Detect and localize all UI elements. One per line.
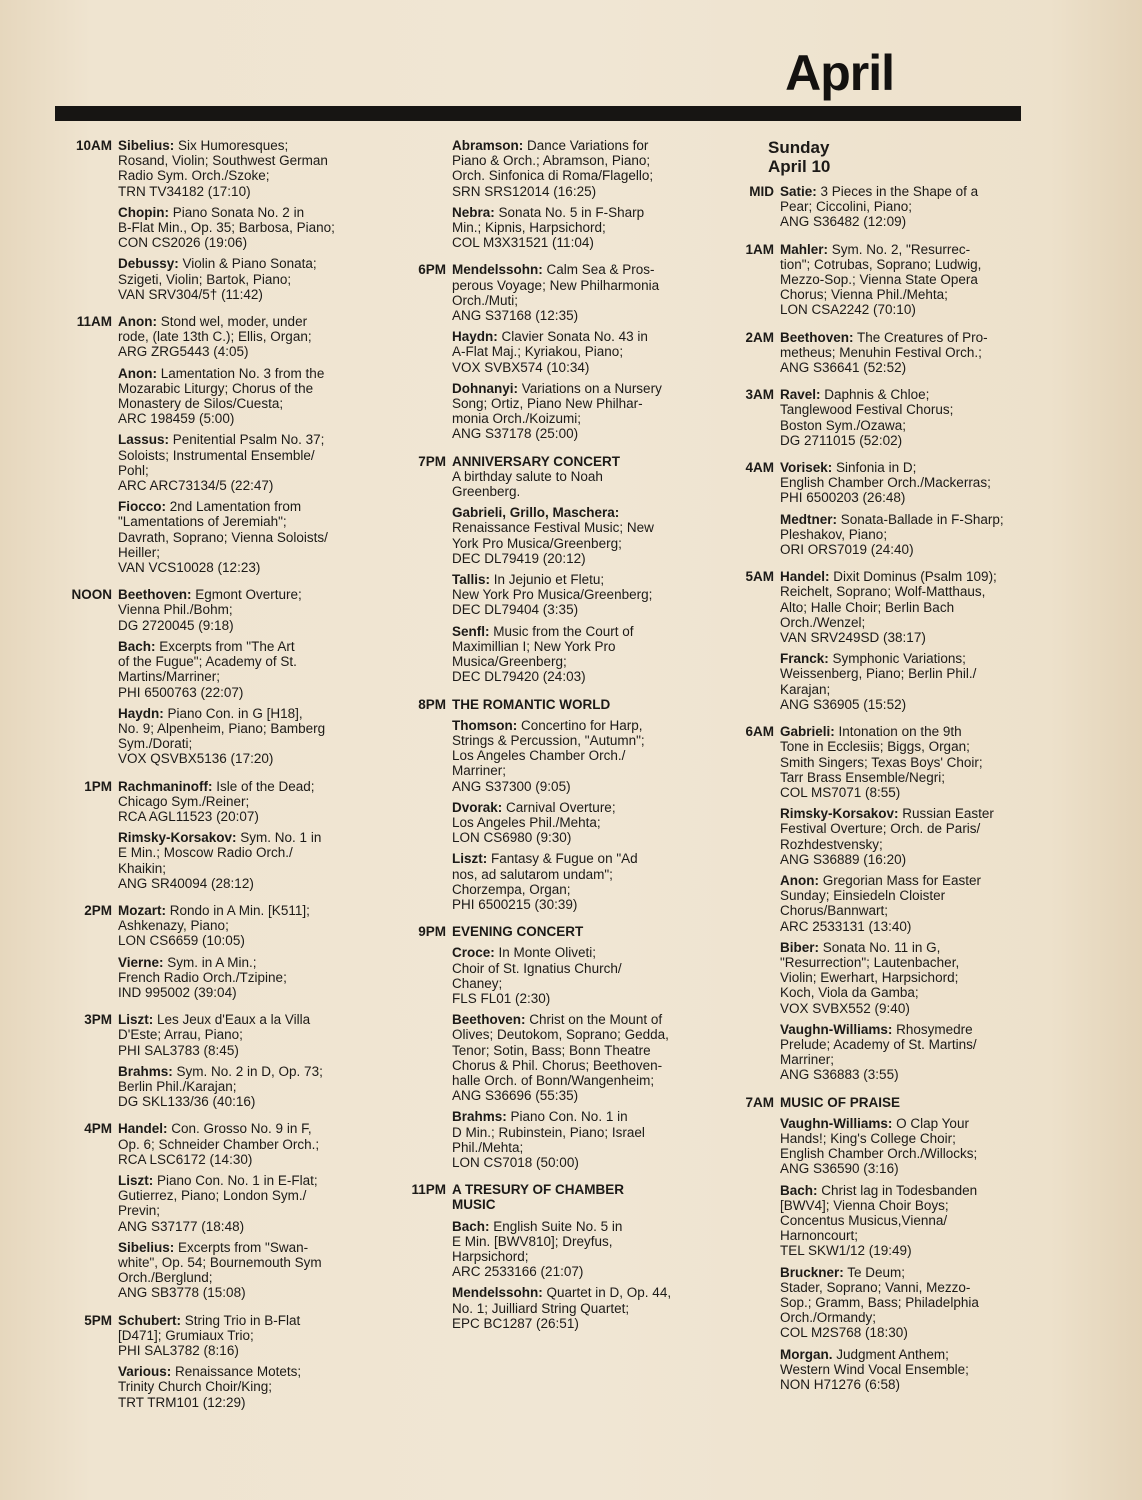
- listing-details: Dance Variations for Piano & Orch.; Abramson, Piano; Orch. Sinfonica di Roma/Flagello; SRN SRS12014 (16:25): [452, 138, 654, 199]
- listing-entry: [118, 1121, 358, 1167]
- slot-entries: [780, 387, 1020, 454]
- listing-entry: [452, 1219, 692, 1280]
- listing-details: Judgment Anthem; Western Wind Vocal Ensemble; NON H71276 (6:58): [780, 1346, 969, 1393]
- composer-name: Nebra:: [452, 204, 495, 220]
- listing-details: 3 Pieces in the Shape of a Pear; Ciccolini, Piano; ANG S36482 (12:09): [780, 184, 979, 230]
- listing-details: Sonata No. 11 in G, "Resurrection"; Lautenbacher, Violin; Ewerhart, Harpsichord; Koch, Viola da Gamba; VOX SVBX552 (9:40): [780, 939, 960, 1016]
- slot-entries: [452, 138, 692, 256]
- composer-name: Beethoven:: [452, 1012, 526, 1028]
- composer-name: Liszt:: [118, 1012, 154, 1028]
- composer-name: Medtner:: [780, 511, 837, 527]
- listing-entry: [118, 1173, 358, 1234]
- time-slot: [58, 314, 358, 581]
- listing-details: Intonation on the 9th Tone in Ecclesiis; Biggs, Organ; Smith Singers; Texas Boys' Choir; Tarr Brass Ensemble/Negri; COL MS7071 (8:55): [780, 724, 983, 800]
- slot-entries: [118, 1313, 358, 1416]
- time-slot: [392, 454, 692, 691]
- slot-time: 2PM: [84, 902, 112, 918]
- slot-time: 2AM: [745, 329, 774, 345]
- program-description: A birthday salute to Noah Greenberg.: [452, 468, 603, 500]
- listing-entry: [118, 205, 358, 251]
- listing-entry: [118, 955, 358, 1001]
- listing-details: String Trio in B-Flat [D471]; Grumiaux Trio; PHI SAL3782 (8:16): [118, 1312, 301, 1359]
- listing-entry: [118, 1240, 358, 1301]
- composer-name: Haydn:: [452, 329, 498, 345]
- composer-name: Mendelssohn:: [452, 1285, 543, 1301]
- listing-entry: [118, 432, 358, 493]
- listing-details: Lamentation No. 3 from the Mozarabic Liturgy; Chorus of the Monastery de Silos/Cuesta; ARC 198459 (5:00): [118, 365, 325, 427]
- composer-name: Various:: [118, 1364, 172, 1380]
- slot-entries: [780, 1095, 1020, 1399]
- listing-entry: [452, 800, 692, 846]
- listing-details: Piano Sonata No. 2 in B-Flat Min., Op. 35; Barbosa, Piano; CON CS2026 (19:06): [118, 204, 335, 251]
- listing-entry: [118, 830, 358, 891]
- composer-name: Tallis:: [452, 572, 491, 588]
- composer-name: Lassus:: [118, 432, 170, 448]
- composer-name: Thomson:: [452, 717, 518, 733]
- listing-entry: [780, 184, 1020, 230]
- listing-details: Concertino for Harp, Strings & Percussion, "Autumn"; Los Angeles Chamber Orch./ Marriner; ANG S37300 (9:05): [452, 717, 645, 794]
- slot-entries: [118, 138, 358, 308]
- composer-name: Handel:: [118, 1121, 168, 1137]
- composer-name: Sibelius:: [118, 138, 175, 153]
- composer-name: Dohnanyi:: [452, 380, 518, 396]
- listing-details: 2nd Lamentation from "Lamentations of Jeremiah"; Davrath, Soprano; Vienna Soloists/ Heiller; VAN VCS10028 (12:23): [118, 499, 328, 576]
- composer-name: Debussy:: [118, 256, 179, 272]
- listing-details: English Suite No. 5 in E Min. [BWV810]; Dreyfus, Harpsichord; ARC 2533166 (21:07): [452, 1218, 623, 1280]
- slot-entries: [780, 330, 1020, 382]
- composer-name: Gabrieli, Grillo, Maschera:: [452, 505, 620, 521]
- listing-details: Sym. in A Min.; French Radio Orch./Tzipine; IND 995002 (39:04): [118, 954, 287, 1000]
- time-slot: [720, 724, 1020, 1088]
- program-title: A TRESURY OF CHAMBER MUSIC: [452, 1182, 625, 1213]
- listing-entry: [118, 1064, 358, 1110]
- listing-entry: [780, 1265, 1020, 1341]
- listing-details: O Clap Your Hands!; King's College Choir; English Chamber Orch./Willocks; ANG S36590 (3:16): [780, 1115, 978, 1177]
- listing-details: Egmont Overture; Vienna Phil./Bohm; DG 2720045 (9:18): [118, 587, 302, 633]
- composer-name: Gabrieli:: [780, 724, 835, 740]
- composer-name: Mozart:: [118, 902, 166, 918]
- time-slot: [392, 697, 692, 919]
- listing-entry: [780, 806, 1020, 867]
- slot-time: 4PM: [84, 1121, 112, 1137]
- time-slot: [720, 242, 1020, 324]
- slot-entries: [452, 697, 692, 919]
- listing-entry: [452, 718, 692, 794]
- program-title: EVENING CONCERT: [452, 924, 584, 940]
- listing-details: Gregorian Mass for Easter Sunday; Einsiedeln Cloister Chorus/Bannwart; ARC 2533131 (13:40): [780, 872, 982, 934]
- time-slot: [720, 569, 1020, 718]
- listing-details: Excerpts from "The Art of the Fugue"; Academy of St. Martins/Marriner; PHI 6500763 (22:07): [118, 638, 297, 700]
- slot-entries: [452, 1182, 692, 1337]
- slot-time: 1PM: [84, 778, 112, 794]
- slot-time: 3AM: [745, 387, 774, 403]
- listing-entry: [780, 330, 1020, 376]
- composer-name: Rimsky-Korsakov:: [118, 830, 237, 846]
- time-slot: [58, 1313, 358, 1416]
- listing-details: In Monte Oliveti; Choir of St. Ignatius Church/ Chaney; FLS FL01 (2:30): [452, 945, 622, 1006]
- time-slot: [720, 460, 1020, 563]
- listing-entry: [452, 329, 692, 375]
- listing-details: Penitential Psalm No. 37; Soloists; Instrumental Ensemble/ Pohl; ARC ARC73134/5 (22:47): [118, 432, 325, 494]
- time-slot: [392, 138, 692, 256]
- listing-details: Rondo in A Min. [K511]; Ashkenazy, Piano; LON CS6659 (10:05): [118, 902, 310, 949]
- listing-details: Variations on a Nursery Song; Ortiz, Piano New Philhar- monia Orch./Koizumi; ANG S37178 (25:00): [452, 380, 662, 442]
- listing-entry: [118, 1313, 358, 1359]
- month-title: April: [785, 45, 894, 101]
- listing-entry: [118, 314, 358, 360]
- slot-entries: [118, 314, 358, 581]
- slot-entries: [118, 903, 358, 1006]
- listing-entry: [452, 1012, 692, 1103]
- listing-entry: [780, 940, 1020, 1016]
- slot-time: 4AM: [745, 460, 774, 476]
- listing-details: Sonata-Ballade in F-Sharp; Pleshakov, Piano; ORI ORS7019 (24:40): [780, 511, 1004, 558]
- composer-name: Rachmaninoff:: [118, 778, 213, 794]
- listing-details: Six Humoresques; Rosand, Violin; Southwest German Radio Sym. Orch./Szoke; TRN TV34182 (17:10): [118, 138, 328, 199]
- listing-entry: [118, 1012, 358, 1058]
- listing-details: Sym. No. 2, "Resurrec- tion"; Cotrubas, Soprano; Ludwig, Mezzo-Sop.; Vienna State Opera Chorus; Vienna Phil./Mehta; LON CSA2242 (70:10): [780, 241, 982, 318]
- listing-entry: [452, 1109, 692, 1170]
- program-title: MUSIC OF PRAISE: [780, 1094, 901, 1110]
- composer-name: Senfl:: [452, 623, 490, 639]
- listing-entry: [780, 387, 1020, 448]
- slot-time: 10AM: [75, 138, 112, 153]
- listing-entry: [780, 460, 1020, 506]
- slot-entries: [780, 242, 1020, 324]
- composer-name: Croce:: [452, 945, 495, 961]
- listing-details: Stond wel, moder, under rode, (late 13th C.); Ellis, Organ; ARG ZRG5443 (4:05): [118, 314, 312, 360]
- slot-entries: [780, 460, 1020, 563]
- listing-entry: [118, 779, 358, 825]
- listing-details: Sym. No. 1 in E Min.; Moscow Radio Orch./ Khaikin; ANG SR40094 (28:12): [118, 830, 322, 891]
- composer-name: Brahms:: [118, 1063, 173, 1079]
- composer-name: Vaughn-Williams:: [780, 1021, 893, 1037]
- composer-name: Haydn:: [118, 705, 164, 721]
- listing-entry: [780, 1183, 1020, 1259]
- listing-entry: [452, 205, 692, 251]
- composer-name: Ravel:: [780, 387, 821, 403]
- slot-time: 7AM: [745, 1094, 774, 1110]
- listing-details: Clavier Sonata No. 43 in A-Flat Maj.; Kyriakou, Piano; VOX SVBX574 (10:34): [452, 329, 648, 375]
- listing-details: Piano Con. No. 1 in E-Flat; Gutierrez, Piano; London Sym./ Previn; ANG S37177 (18:48): [118, 1172, 318, 1234]
- time-slot: [392, 1182, 692, 1337]
- composer-name: Dvorak:: [452, 799, 503, 815]
- listing-entry: [118, 639, 358, 700]
- listing-entry: [452, 505, 692, 566]
- slot-entries: [780, 724, 1020, 1088]
- composer-name: Mahler:: [780, 241, 829, 257]
- composer-name: Chopin:: [118, 204, 169, 220]
- listing-details: Piano Con. in G [H18], No. 9; Alpenheim, Piano; Bamberg Sym./Dorati; VOX QSVBX5136 (17:20): [118, 705, 326, 767]
- slot-entries: [780, 569, 1020, 718]
- slot-entries: [118, 779, 358, 897]
- composer-name: Fiocco:: [118, 499, 167, 515]
- listing-details: Violin & Piano Sonata; Szigeti, Violin; Bartok, Piano; VAN SRV304/5† (11:42): [118, 256, 317, 302]
- listing-entry: [452, 262, 692, 323]
- listing-details: Dixit Dominus (Psalm 109); Reichelt, Soprano; Wolf-Matthaus, Alto; Halle Choir; Berlin Bach Orch./Wenzel; VAN SRV249SD (38:17): [780, 569, 997, 646]
- time-slot: [58, 138, 358, 308]
- listing-details: Quartet in D, Op. 44, No. 1; Juilliard String Quartet; EPC BC1287 (26:51): [452, 1285, 672, 1331]
- slot-time: MID: [749, 184, 774, 199]
- slot-entries: [118, 1121, 358, 1306]
- slot-time: 5PM: [84, 1312, 112, 1328]
- listing-entry: [780, 1347, 1020, 1393]
- listing-details: In Jejunio et Fletu; New York Pro Musica/Greenberg; DEC DL79404 (3:35): [452, 572, 653, 618]
- listing-details: Russian Easter Festival Overture; Orch. de Paris/ Rozhdestvensky; ANG S36889 (16:20): [780, 806, 994, 867]
- listing-entry: [452, 945, 692, 1006]
- time-slot: [720, 1095, 1020, 1399]
- listing-details: Music from the Court of Maximillian I; New York Pro Musica/Greenberg; DEC DL79420 (24:03): [452, 623, 634, 685]
- listing-entry: [118, 366, 358, 427]
- listing-details: Renaissance Motets; Trinity Church Choir/King; TRT TRM101 (12:29): [118, 1364, 302, 1410]
- listing-details: Carnival Overture; Los Angeles Phil./Mehta; LON CS6980 (9:30): [452, 799, 616, 846]
- listing-entry: [452, 851, 692, 912]
- listing-entry: [780, 651, 1020, 712]
- listing-details: Renaissance Festival Music; New York Pro Musica/Greenberg; DEC DL79419 (20:12): [452, 520, 654, 566]
- composer-name: Biber:: [780, 939, 820, 955]
- listing-entry: [118, 256, 358, 302]
- listing-entry: [118, 903, 358, 949]
- listing-details: Fantasy & Fugue on "Ad nos, ad salutarom undam"; Chorzempa, Organ; PHI 6500215 (30:39): [452, 851, 638, 912]
- slot-entries: [780, 184, 1020, 236]
- time-slot: [720, 184, 1020, 236]
- composer-name: Vaughn-Williams:: [780, 1115, 893, 1131]
- slot-entries: [452, 924, 692, 1176]
- composer-name: Anon:: [118, 314, 157, 330]
- listing-entry: [780, 724, 1020, 800]
- slot-entries: [118, 587, 358, 772]
- listing-details: Sonata No. 5 in F-Sharp Min.; Kipnis, Harpsichord; COL M3X31521 (11:04): [452, 204, 645, 251]
- listing-entry: [118, 706, 358, 767]
- composer-name: Bach:: [118, 638, 156, 654]
- header-rule: [55, 106, 1021, 121]
- listing-entry: [118, 587, 358, 633]
- program-title: THE ROMANTIC WORLD: [452, 696, 611, 712]
- schedule-column-1: [58, 138, 358, 1422]
- composer-name: Vorisek:: [780, 460, 833, 476]
- slot-time: 7PM: [418, 453, 446, 469]
- composer-name: Beethoven:: [118, 587, 192, 603]
- composer-name: Liszt:: [118, 1172, 154, 1188]
- slot-time: 6AM: [745, 724, 774, 740]
- listing-entry: [452, 624, 692, 685]
- listing-details: Rhosymedre Prelude; Academy of St. Martins/ Marriner; ANG S36883 (3:55): [780, 1021, 977, 1083]
- slot-time: 11PM: [411, 1182, 446, 1198]
- slot-time: 9PM: [418, 924, 446, 940]
- composer-name: Liszt:: [452, 851, 488, 867]
- schedule-column-2: [392, 138, 692, 1343]
- time-slot: [58, 903, 358, 1006]
- time-slot: [392, 924, 692, 1176]
- listing-details: Sinfonia in D; English Chamber Orch./Mackerras; PHI 6500203 (26:48): [780, 460, 991, 506]
- listing-entry: [118, 499, 358, 575]
- composer-name: Schubert:: [118, 1312, 182, 1328]
- slot-time: 8PM: [418, 696, 446, 712]
- composer-name: Morgan.: [780, 1346, 833, 1362]
- schedule-column-3: [720, 138, 1020, 1404]
- listing-details: Les Jeux d'Eaux a la Villa D'Este; Arrau, Piano; PHI SAL3783 (8:45): [118, 1012, 311, 1058]
- listing-details: Sym. No. 2 in D, Op. 73; Berlin Phil./Karajan; DG SKL133/36 (40:16): [118, 1063, 323, 1110]
- slot-entries: [118, 1012, 358, 1115]
- day-heading: Sunday April 10: [768, 138, 831, 176]
- slot-time: 6PM: [418, 262, 446, 278]
- listing-entry: [118, 138, 358, 199]
- program-title: ANNIVERSARY CONCERT: [452, 453, 621, 469]
- time-slot: [58, 1012, 358, 1115]
- listing-entry: [452, 138, 692, 199]
- slot-time: 11AM: [76, 314, 112, 330]
- listing-details: Christ lag in Todesbanden [BWV4]; Vienna Choir Boys; Concentus Musicus,Vienna/ Harnoncourt; TEL SKW1/12 (19:49): [780, 1182, 978, 1259]
- composer-name: Anon:: [118, 365, 157, 381]
- composer-name: Abramson:: [452, 138, 524, 153]
- composer-name: Beethoven:: [780, 329, 854, 345]
- listing-details: Isle of the Dead; Chicago Sym./Reiner; RCA AGL11523 (20:07): [118, 778, 315, 824]
- slot-time: 5AM: [745, 569, 774, 585]
- composer-name: Vierne:: [118, 954, 164, 970]
- listing-details: Calm Sea & Pros- perous Voyage; New Philharmonia Orch./Muti; ANG S37168 (12:35): [452, 262, 660, 324]
- listing-details: Daphnis & Chloe; Tanglewood Festival Chorus; Boston Sym./Ozawa; DG 2711015 (52:02): [780, 387, 954, 448]
- listing-entry: [780, 512, 1020, 558]
- composer-name: Satie:: [780, 184, 817, 199]
- composer-name: Bach:: [780, 1182, 818, 1198]
- composer-name: Mendelssohn:: [452, 262, 543, 278]
- listing-entry: [780, 242, 1020, 318]
- slot-time: 3PM: [84, 1012, 112, 1028]
- composer-name: Bach:: [452, 1218, 490, 1234]
- composer-name: Franck:: [780, 651, 829, 667]
- listing-details: Te Deum; Stader, Soprano; Vanni, Mezzo- Sop.; Gramm, Bass; Philadelphia Orch./Ormandy; COL M2S768 (18:30): [780, 1264, 979, 1341]
- listing-details: The Creatures of Pro- metheus; Menuhin Festival Orch.; ANG S36641 (52:52): [780, 329, 988, 376]
- listing-entry: [452, 572, 692, 618]
- composer-name: Handel:: [780, 569, 830, 585]
- listing-entry: [780, 1116, 1020, 1177]
- listing-details: Excerpts from "Swan- white", Op. 54; Bournemouth Sym Orch./Berglund; ANG SB3778 (15:08): [118, 1239, 322, 1301]
- listing-details: Christ on the Mount of Olives; Deutokom, Soprano; Gedda, Tenor; Sotin, Bass; Bonn Theatre Chorus & Phil. Chorus; Beethoven- halle Orch. of Bonn/Wangenheim; ANG S36696 (55:35): [452, 1012, 669, 1104]
- slot-entries: [452, 454, 692, 691]
- time-slot: [392, 262, 692, 447]
- slot-time: NOON: [71, 587, 112, 603]
- time-slot: [720, 387, 1020, 454]
- time-slot: [58, 1121, 358, 1306]
- listing-entry: [452, 381, 692, 442]
- slot-time: 1AM: [745, 241, 774, 257]
- composer-name: Rimsky-Korsakov:: [780, 806, 899, 822]
- listing-entry: [452, 1285, 692, 1331]
- composer-name: Brahms:: [452, 1109, 507, 1125]
- composer-name: Anon:: [780, 872, 819, 888]
- listing-details: Con. Grosso No. 9 in F, Op. 6; Schneider Chamber Orch.; RCA LSC6172 (14:30): [118, 1121, 320, 1167]
- composer-name: Sibelius:: [118, 1239, 175, 1255]
- listing-entry: [780, 873, 1020, 934]
- time-slot: [58, 779, 358, 897]
- listing-details: Symphonic Variations; Weissenberg, Piano; Berlin Phil./ Karajan; ANG S36905 (15:52): [780, 651, 977, 712]
- listing-details: Piano Con. No. 1 in D Min.; Rubinstein, Piano; Israel Phil./Mehta; LON CS7018 (50:00): [452, 1109, 645, 1170]
- slot-time: [392, 138, 452, 256]
- listing-entry: [780, 1022, 1020, 1083]
- time-slot: [58, 587, 358, 772]
- listing-entry: [780, 569, 1020, 645]
- composer-name: Bruckner:: [780, 1264, 844, 1280]
- slot-entries: [452, 262, 692, 447]
- time-slot: [720, 330, 1020, 382]
- listing-entry: [118, 1364, 358, 1410]
